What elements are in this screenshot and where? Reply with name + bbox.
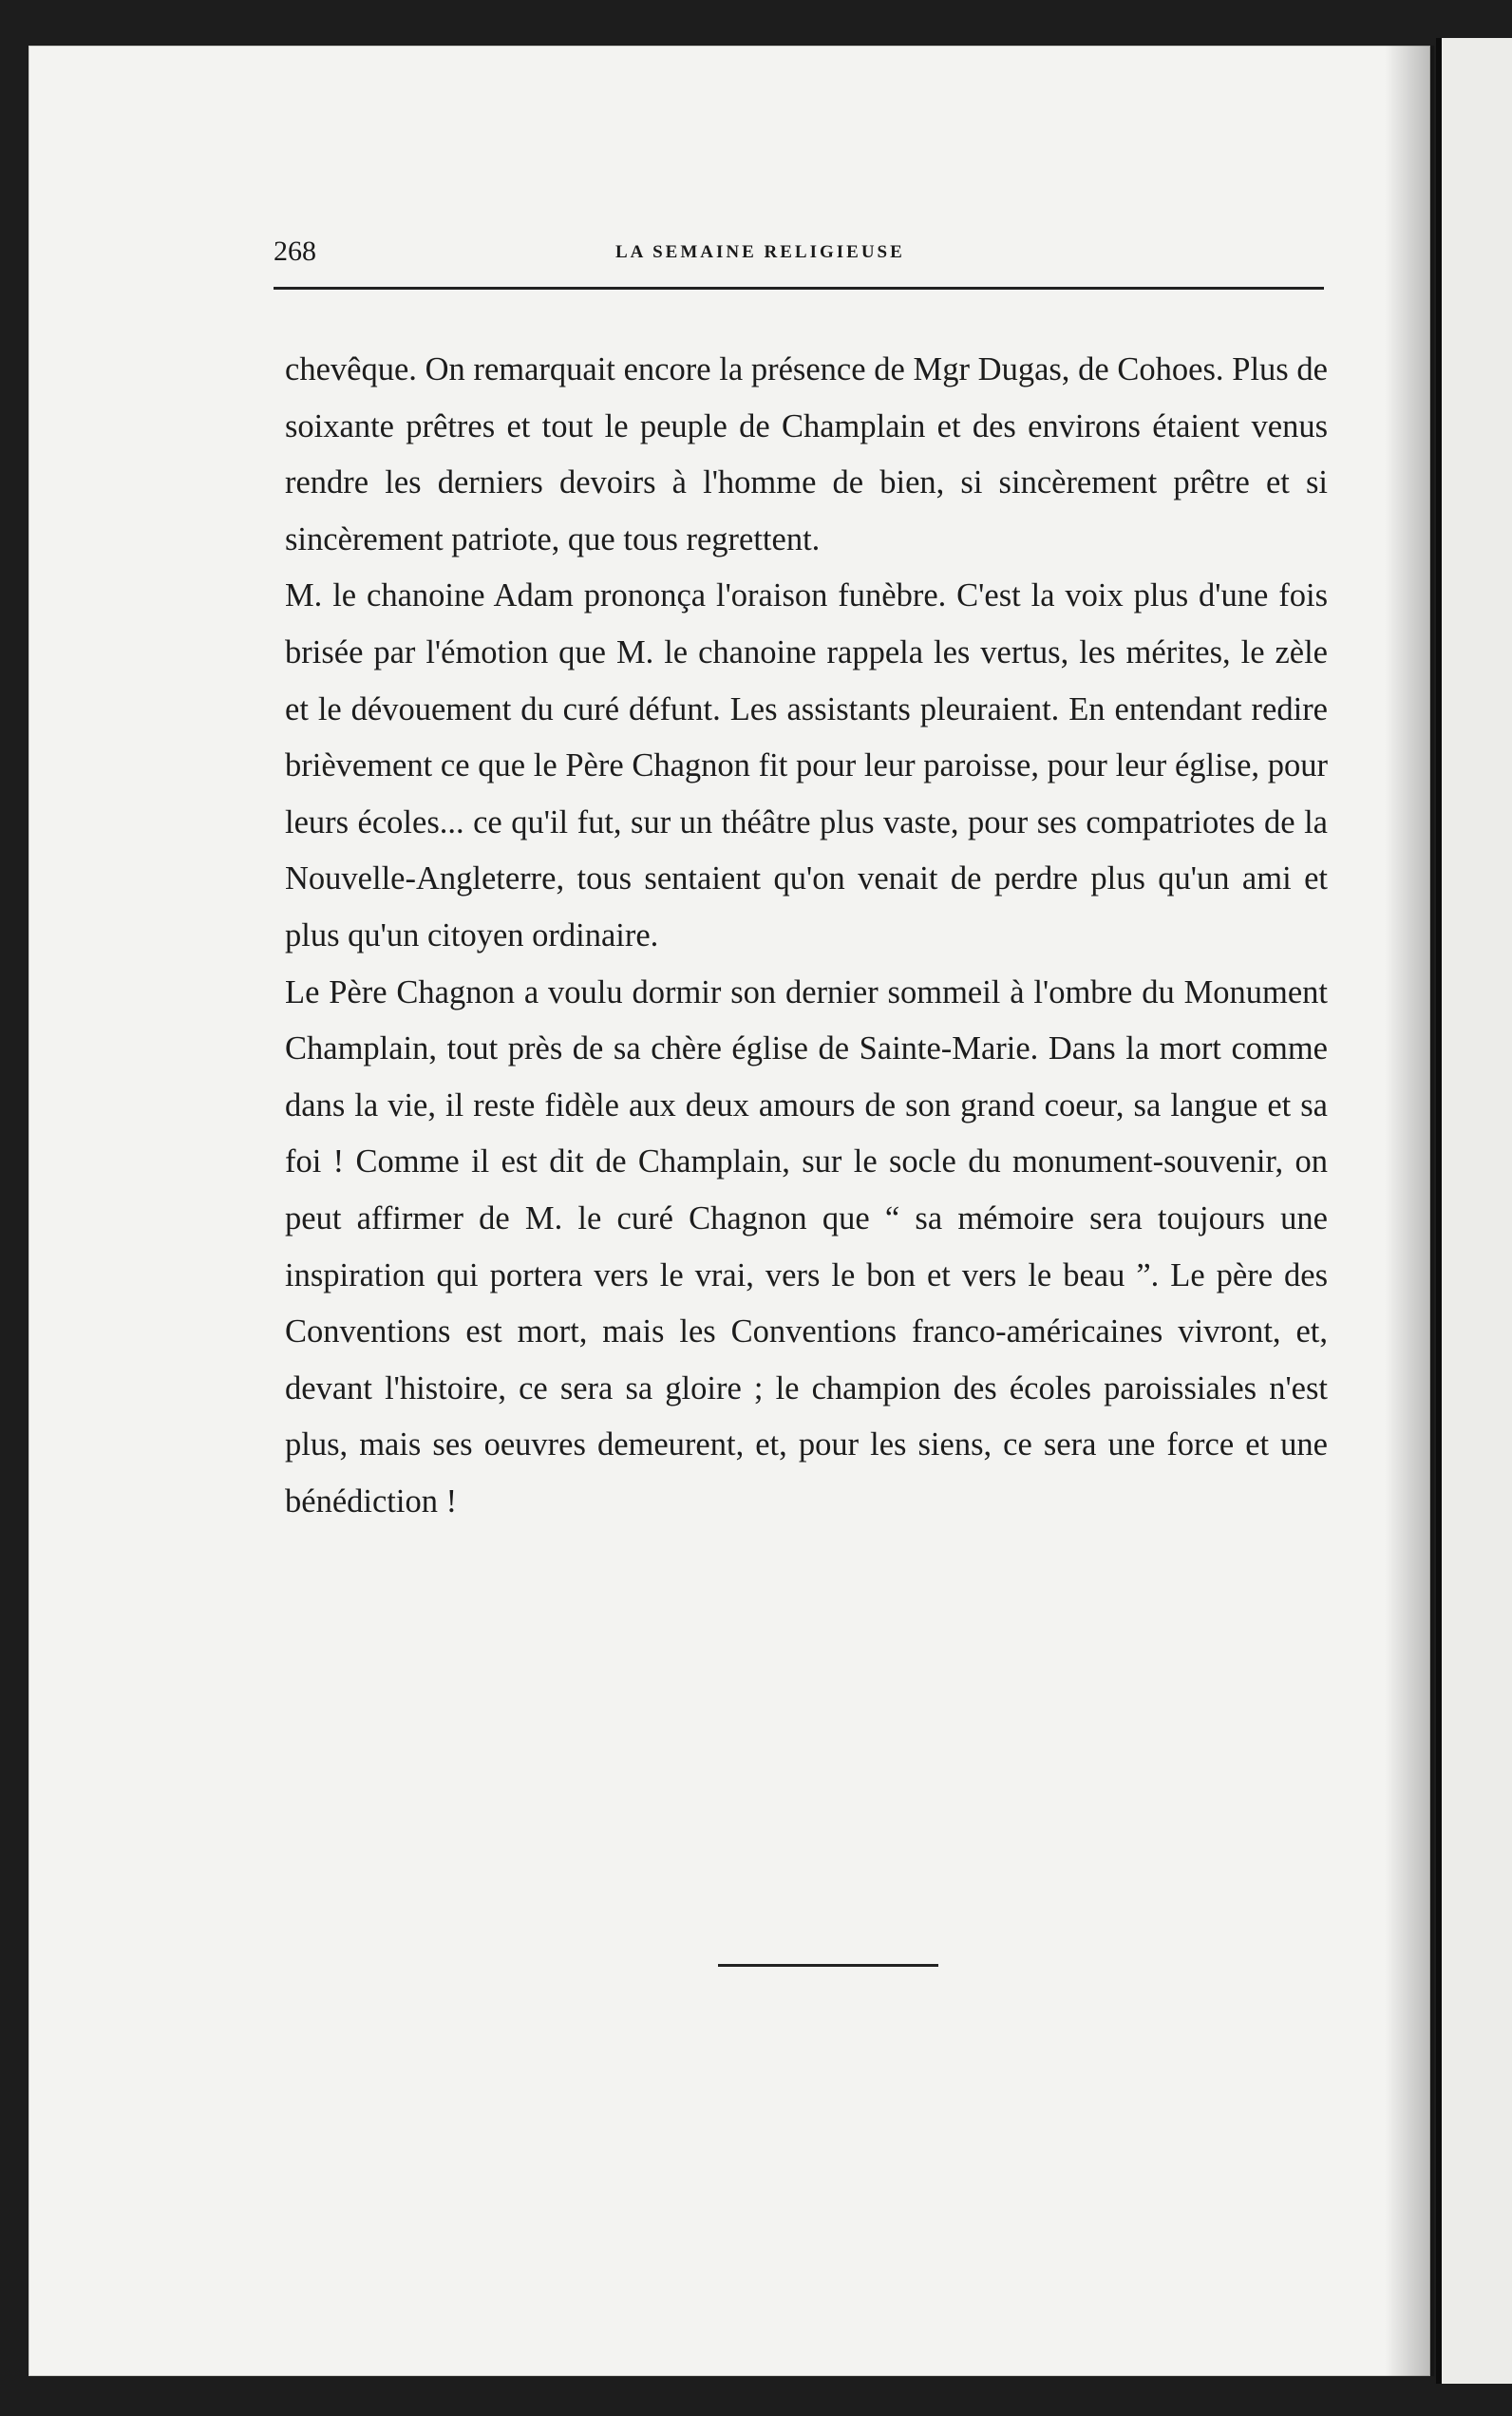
gutter-shadow [1385, 46, 1434, 2376]
paragraph-3: Le Père Chagnon a voulu dormir son dernier sommeil à l'ombre du Monument Champlain, tout près de sa chère église de Sainte-Marie. Dans la mort comme dans la vie, il reste fidèle aux deux amours de son grand coeur, sa langue et sa foi ! Comme il est dit de Champlain, sur le socle du monument-souvenir, on peut affirmer de M. le curé Chagnon que “ sa mémoire sera toujours une inspiration qui portera vers le vrai, vers le bon et vers le beau ”. Le père des Conventions est mort, mais les Conventions franco-américaines vivront, et, devant l'histoire, ce sera sa gloire ; le champion des écoles paroissiales n'est plus, mais ses oeuvres demeurent, et, pour les siens, ce sera une force et une bénédiction ! [285, 973, 1328, 1519]
body-text [285, 342, 1328, 1530]
closing-rule [718, 1964, 938, 1967]
page-number: 268 [274, 236, 316, 267]
paragraph-2: M. le chanoine Adam prononça l'oraison funèbre. C'est la voix plus d'une fois brisée par l'émotion que M. le chanoine rappela les vertus, les mérites, le zèle et le dévouement du curé défunt. Les assistants pleuraient. En entendant redire brièvement ce que le Père Chagnon fit pour leur paroisse, pour leur église, pour leurs écoles... ce qu'il fut, sur un théâtre plus vaste, pour ses compatriotes de la Nouvelle-Angleterre, tous sentaient qu'on venait de perdre plus qu'un ami et plus qu'un citoyen ordinaire. [285, 577, 1328, 953]
running-title: LA SEMAINE RELIGIEUSE [615, 242, 905, 262]
paragraph-1: chevêque. On remarquait encore la présence de Mgr Dugas, de Cohoes. Plus de soixante prêtres et tout le peuple de Champlain et des environs étaient venus rendre les derniers devoirs à l'homme de bien, si sincèrement prêtre et si sincèrement patriote, que tous regrettent. [285, 351, 1328, 557]
header-rule [274, 287, 1324, 290]
page-header [274, 236, 1324, 274]
adjacent-page-edge [1436, 38, 1512, 2384]
